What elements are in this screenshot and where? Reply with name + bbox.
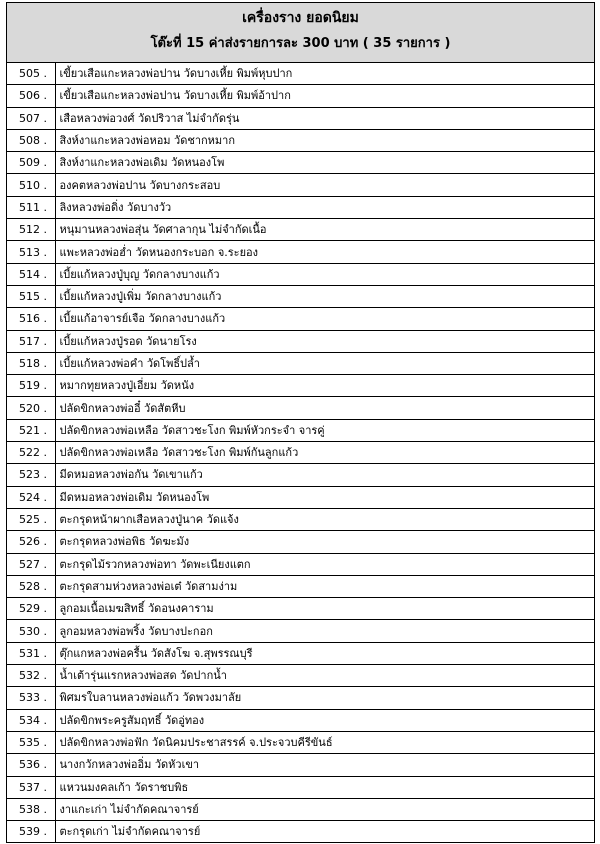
item-description: เขี้ยวเสือแกะหลวงพ่อปาน วัดบางเหี้ย พิมพ์อ้าปาก xyxy=(55,85,594,107)
table-row xyxy=(7,219,594,241)
item-description: งาแกะเก่า ไม่จำกัดคณาจารย์ xyxy=(55,798,594,820)
item-description: ตะกรุดสามห่วงหลวงพ่อเต๋ วัดสามง่าม xyxy=(55,575,594,597)
item-number: 520 . xyxy=(7,397,55,419)
item-number: 537 . xyxy=(7,776,55,798)
table-row xyxy=(7,85,594,107)
item-number: 529 . xyxy=(7,598,55,620)
table-row xyxy=(7,598,594,620)
table-row xyxy=(7,798,594,820)
item-number: 535 . xyxy=(7,731,55,753)
item-number: 528 . xyxy=(7,575,55,597)
table-row xyxy=(7,129,594,151)
item-description: พิศมรใบลานหลวงพ่อแก้ว วัดพวงมาลัย xyxy=(55,687,594,709)
item-description: เขี้ยวเสือแกะหลวงพ่อปาน วัดบางเหี้ย พิมพ์หุบปาก xyxy=(55,63,594,85)
item-description: ตะกรุดไม้รวกหลวงพ่อทา วัดพะเนียงแตก xyxy=(55,553,594,575)
item-number: 531 . xyxy=(7,642,55,664)
item-number: 539 . xyxy=(7,821,55,843)
item-description: เบี้ยแก้หลวงปู่บุญ วัดกลางบางแก้ว xyxy=(55,263,594,285)
item-description: ตุ๊กแกหลวงพ่อครื้น วัดสังโฆ จ.สุพรรณบุรี xyxy=(55,642,594,664)
item-description: แพะหลวงพ่อฮ่ำ วัดหนองกระบอก จ.ระยอง xyxy=(55,241,594,263)
item-number: 505 . xyxy=(7,63,55,85)
item-description: ตะกรุดหน้าผากเสือหลวงปู่นาค วัดแจ้ง xyxy=(55,508,594,530)
item-description: ปลัดขิกหลวงพ่ออี๋ วัดสัตหีบ xyxy=(55,397,594,419)
item-number: 512 . xyxy=(7,219,55,241)
table-row xyxy=(7,731,594,753)
table-row xyxy=(7,531,594,553)
table-row xyxy=(7,375,594,397)
item-description: สิงห์งาแกะหลวงพ่อเดิม วัดหนองโพ xyxy=(55,152,594,174)
table-row xyxy=(7,174,594,196)
item-number: 538 . xyxy=(7,798,55,820)
table-row xyxy=(7,285,594,307)
table-row xyxy=(7,620,594,642)
item-number: 533 . xyxy=(7,687,55,709)
item-number: 524 . xyxy=(7,486,55,508)
item-number: 507 . xyxy=(7,107,55,129)
item-description: เบี้ยแก้หลวงปู่เพิ่ม วัดกลางบางแก้ว xyxy=(55,285,594,307)
items-table xyxy=(7,63,594,842)
item-number: 514 . xyxy=(7,263,55,285)
item-number: 519 . xyxy=(7,375,55,397)
item-number: 532 . xyxy=(7,665,55,687)
item-number: 523 . xyxy=(7,464,55,486)
table-row xyxy=(7,687,594,709)
table-row xyxy=(7,308,594,330)
item-description: หมากทุยหลวงปู่เอี่ยม วัดหนัง xyxy=(55,375,594,397)
item-description: เบี้ยแก้หลวงปู่รอด วัดนายโรง xyxy=(55,330,594,352)
item-description: มีดหมอหลวงพ่อเดิม วัดหนองโพ xyxy=(55,486,594,508)
item-number: 521 . xyxy=(7,419,55,441)
item-number: 513 . xyxy=(7,241,55,263)
item-description: มีดหมอหลวงพ่อกัน วัดเขาแก้ว xyxy=(55,464,594,486)
item-number: 526 . xyxy=(7,531,55,553)
sheet-header xyxy=(7,3,594,63)
item-description: น้ำเต้ารุ่นแรกหลวงพ่อสด วัดปากน้ำ xyxy=(55,665,594,687)
table-row xyxy=(7,508,594,530)
item-number: 522 . xyxy=(7,442,55,464)
item-description: ปลัดขิกหลวงพ่อเหลือ วัดสาวชะโงก พิมพ์หัวกระจำ จารคู่ xyxy=(55,419,594,441)
table-row xyxy=(7,642,594,664)
item-description: ปลัดขิกหลวงพ่อเหลือ วัดสาวชะโงก พิมพ์กันลูกแก้ว xyxy=(55,442,594,464)
table-row xyxy=(7,241,594,263)
table-row xyxy=(7,107,594,129)
item-description: องคตหลวงพ่อปาน วัดบางกระสอบ xyxy=(55,174,594,196)
item-description: ปลัดขิกพระครูสัมฤทธิ์ วัดอู่ทอง xyxy=(55,709,594,731)
item-number: 518 . xyxy=(7,352,55,374)
item-number: 530 . xyxy=(7,620,55,642)
item-description: ตะกรุดหลวงพ่อพิธ วัดฆะมัง xyxy=(55,531,594,553)
table-row xyxy=(7,754,594,776)
table-row xyxy=(7,152,594,174)
sheet-title: เครื่องราง ยอดนิยม xyxy=(242,10,359,26)
item-description: ลูกอมหลวงพ่อพริ้ง วัดบางปะกอก xyxy=(55,620,594,642)
table-row xyxy=(7,442,594,464)
table-row xyxy=(7,419,594,441)
table-row xyxy=(7,553,594,575)
item-description: เบี้ยแก้หลวงพ่อคำ วัดโพธิ์ปล้ำ xyxy=(55,352,594,374)
table-row xyxy=(7,464,594,486)
item-number: 515 . xyxy=(7,285,55,307)
item-description: ปลัดขิกหลวงพ่อฟัก วัดนิคมประชาสรรค์ จ.ประจวบคีรีขันธ์ xyxy=(55,731,594,753)
item-number: 517 . xyxy=(7,330,55,352)
item-description: สิงห์งาแกะหลวงพ่อหอม วัดชากหมาก xyxy=(55,129,594,151)
table-row xyxy=(7,397,594,419)
item-number: 516 . xyxy=(7,308,55,330)
table-row xyxy=(7,665,594,687)
item-number: 506 . xyxy=(7,85,55,107)
item-number: 508 . xyxy=(7,129,55,151)
item-description: เสือหลวงพ่อวงศ์ วัดปริวาส ไม่จำกัดรุ่น xyxy=(55,107,594,129)
table-row xyxy=(7,263,594,285)
table-row xyxy=(7,352,594,374)
item-number: 511 . xyxy=(7,196,55,218)
table-row xyxy=(7,63,594,85)
item-description: ตะกรุดเก่า ไม่จำกัดคณาจารย์ xyxy=(59,825,201,839)
item-description: นางกวักหลวงพ่ออิ่ม วัดหัวเขา xyxy=(55,754,594,776)
table-row xyxy=(7,330,594,352)
table-row xyxy=(7,575,594,597)
item-description: หนุมานหลวงพ่อสุ่น วัดศาลากุน ไม่จำกัดเนื้อ xyxy=(55,219,594,241)
item-number: 536 . xyxy=(7,754,55,776)
table-row xyxy=(7,486,594,508)
table-row xyxy=(7,776,594,798)
item-number: 509 . xyxy=(7,152,55,174)
item-description: ลิงหลวงพ่อดิ่ง วัดบางวัว xyxy=(55,196,594,218)
item-description: เบี้ยแก้อาจารย์เจือ วัดกลางบางแก้ว xyxy=(55,308,594,330)
table-row xyxy=(7,196,594,218)
item-number: 510 . xyxy=(7,174,55,196)
item-number: 534 . xyxy=(7,709,55,731)
item-description: ลูกอมเนื้อเมฆสิทธิ์ วัดอนงคาราม xyxy=(55,598,594,620)
item-description: แหวนมงคลเก้า วัดราชบพิธ xyxy=(55,776,594,798)
item-number: 527 . xyxy=(7,553,55,575)
table-row xyxy=(7,709,594,731)
table-row xyxy=(7,821,594,843)
sheet-subtitle: โต๊ะที่ 15 ค่าส่งรายการละ 300 บาท ( 35 รายการ ) xyxy=(150,36,451,51)
catalog-sheet xyxy=(6,2,595,843)
item-number: 525 . xyxy=(7,508,55,530)
